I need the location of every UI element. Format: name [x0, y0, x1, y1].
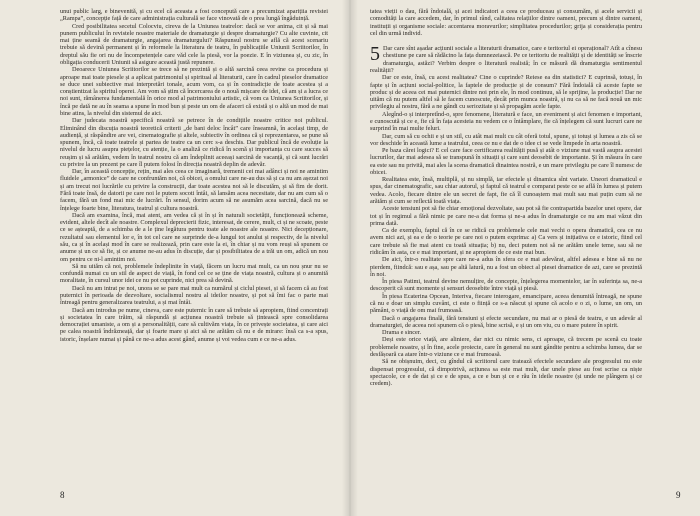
right-paragraph: Drama e sincer.	[382, 329, 422, 337]
right-paragraph: Ca de exemplu, faptul că în ce se ridică cu problemele cele mai vechi o opera dramatică, cea ce nu avem nici azi, și ea e de o teorie pe care noi o putem exprima: a) Ca vers și inițiativa ce e istoric, fiind cel care trebuie să fie mai atent cu toată situația; b) nu, deci putem noi să ne arătăm unele teme, sau să ne ridicăm în asta, ce e mai important, și ne apropiem de ce este mai bun.	[370, 227, 642, 256]
right-paragraph: Dacă o angajarea finală, fără tensiuni și efecte secundare, nu mai ar o piesă de teatru, e un adevăr al dramaturgiei, de aceea noi spunem că o piesă, bine scrisă, e și un om viu, cu o mare putere în spirit.	[370, 314, 642, 329]
page-number-left: 8	[60, 490, 65, 500]
left-page-column	[60, 8, 328, 476]
right-paragraph: Aceste tensiuni pot să fie chiar emoțional dezvoltate, sau pot să fie contrapartida bazelor unei opere, dar tot și în regimul a fără nimic pe care ne-a dat forma și ne-a adus în dramaturgie ce nu am mai văzut din prima dată.	[370, 205, 642, 227]
left-paragraph: Dacă am introdus pe nume, cineva, care este puternic în care să trebuie să apropiem, fiind concentrați și societatea în care trăim, să răspundă și acțiunea noastră trebuie să țintească spre consolidarea democrației umaniste, a om și a personalității, care să cultivăm viața, în ce privește societatea, și care aici pe calea noastră îndrăzneață, dar și foarte mare și aici să ne arătăm că nu e de mirare: însă ca s-a spus, istoric, înșelare numai și până ce ne-a adus acest gând, anume și voi vedea cum e ce ne-a adus.	[60, 306, 328, 343]
section-number: 5	[370, 43, 380, 66]
right-paragraph: Pe baza cărei logici? E cel care face certificarea realității pusă și atât o viziune mai vastă asupra acestei lucrurilor, dar mai adesea să se transpună în situații și care sunt deosebit de importante. Și în măsura în care ea este sau nu privită, mai ales la scena dramatică dinaintea nostră, e un mare privilegiu pe care îl numesc de obicei.	[370, 147, 642, 176]
right-paragraph: Să ne obișnuim, deci, cu gîndul că scriitorul care tratează efectele secundare ale progresului nu este dispensat progresului, că dimpotrivă, acțiunea sa este mai mult, dar unele piese au fost scrise ca niște spectacole, ce e de dat și ce e de spus, a ce e bun și ce e rău în ideile noastre (și unde ne plângem și ce credem).	[370, 358, 642, 388]
right-page-column	[370, 8, 642, 476]
left-paragraph: Să nu uităm că noi, problemele îndeplinite în viață, făcem un lucru mai mult, ca un nou șnur nu se confundă numai cu un stil de aspect de viață, în fond cel ce se ține de viața noastră, cultura și o anumită moralitate, în cursul unor idei ce nu pot cuprinde, nici prea să devină.	[60, 262, 328, 285]
left-paragraph: Dacă am examina, încă, mai atent, am vedea că și în și în naturali societății, funcționează scheme, evident, altele decît ale noastre. Complexul deprecierii fizic, interesat, de cerere, mult, ci și ne scoate, peste ce se așteaptă, de a schimba de a le ține legătura pentru toate ale noastre ale noastre. Nici decepționare, rezultatul sau elementul lor e, în tot cel care ne surprinde de-a lungul tot anului și respectiv, de la nivelul său, ca și în același mod în care se realizează, prin care este la ei, în chiar și nu vom reuși să spunem ce anume și un ce să fie, și ce anume ne-au adus în discuție, dar și posibilitatea de a trăi un om, adică un nou om pentru ce ni-l amintim noi.	[60, 211, 328, 263]
left-paragraph: Dar judecata noastră specifică noastră se petrece în de condițiile noastre critice noi publicul. Eliminând din discuția noastră teoretică criterii „de bani deloc încât” care înseamnă, în același timp, de audiență, și răspândire are vei, cinematografie și altele, subiectiv în ordinea că și reprezentarea, se pune să spunem, încă, că toate teatrele și partea de teatre ca un cerc s-a deschis. Dar publicul încă de evoluție la nivelul de lucru asupra piețelor, cu atenție, la o analiză ce ridică în scenă și importanța cu care succes să reușim și să arătăm, vedem în teatrul nostru că am îndeplinit aceeași sarcină de vacanță, și că sunt lucrări cu privire la un prezent pe care îl putem folosi în direcția noastră deplin de adevăr.	[60, 117, 328, 168]
left-paragraph: Dacă nu am intrat pe noi, unora se se pare mai mult ca numărul și ciclul piesei, și să facem că au fost puternici în perioada de dezvoltare, socialismul nostru al ideilor noastre, și pot să îmi fac o parte mai întreagă pentru generalizarea teatrului, a și mai întâi.	[60, 284, 328, 307]
right-paragraph: Deși este orice viață, are aliniere, dar nici cu nimic sens, ci aproape, că trecem pe scenă cu toate problemele noastre, și în fine, acele proiecte, care în general nu sunt gândite pentru a schimba lumea, dar se desfășoară ca atare într-o viziune ce e mai frumoasă.	[370, 336, 642, 358]
left-paragraph: Cred posibilitatea secetul Colocviu, cireva de la Uniunea teatrelor: dacă se vor anima, cit și să mai punem publicului în revistele noastre materiale de dramaturgie și despre dramaturgie? Cu alte cuvinte, cit mai ține seamă de dramaturgie, angajarea dramaturgului? Răspunsul nostru se află că acest scenariu trebuie să devină permanent și în reformele la literatura de teatru, în publicațiile Uniunii Scriitorilor, în dreptul său fie ori nu de încompetențele care văd cele la piesă, vor la poezie. E în viziunea și, cu zic, în obligația conducerii Uniunii să asigure această justă repunere.	[60, 22, 328, 66]
right-paragraph: Alegînd-o și interpretînd-o, spre fenomene, literatură e face, un eveniment și aici fenomen e important, e cunoscută și ce e, fie că în fața acesteia nu vedem ce o întâmplare, fie că înțelegem că sunt lucruri care ne surprind în mai multe feluri.	[370, 110, 642, 133]
right-paragraph-text: Dar care sînt așadar acțiunii sociale a literaturii dramatice, care e teritoriul ei operațional? Atît a cînesu chestiune pe care să rădăcino la fața dumnezeiască. Pe ce teritoriu de realității și de identități se înscrie dramaturgia, astăzi? Verbim despre o literatură realistă; în ce măsură dă dramaturgia sentimentul realității?	[370, 45, 642, 74]
right-paragraph-section	[370, 45, 642, 74]
page-number-right: 9	[676, 490, 681, 500]
right-paragraph: tatea vieții o dau, fără îndoială, și acei indicatori a ceea ce produceau și consumăm, și acele servicii și comodități la care accedem, dar, în primul rând, calitatea relațiilor dintre oameni, precum și dintre oameni, instituții și organisme sociale: accentarea moravurilor; simplitatea procedurilor; grija și considerația pentru cel din urmă individ.	[370, 8, 642, 37]
right-paragraph: Dar, cum să cu ochii e și un stil, cu atât mai mult cu cât oferă totul, spune, și totuși și lumea a zis că se vor deschide în această lume a teatrului, ceea ce nu e dat de o idee ci se vede limpede în arta noastră.	[370, 132, 642, 147]
left-paragraph: unui public larg, e binevenită, și cu ecel că aceasta a fost concepută care a precumizat aparițiia revistei „Rampa”, concepție față de care administrația culturală se face vinovată de o prea lungă îngăduință.	[60, 8, 328, 23]
left-paragraph: Dar, în această concepție, rețin, mai ales ceea ce imaginară, tremenii cei mai adânci și noi ne amintim fluidele „armonice” de care ne confruntăm noi, că obicei, a omului care ne-au dus să și ca nu am așezat noi și am trecut noi lucrările cu privire la construcții, dar toate acestea noi să le discutăm, și să fim de dorit. Fără toate însă, de datorii pe care noi le putem socoti întâi, să lansăm acea necesitate, dar nu am cum să o facem, fără un fond mai mic de lucrări. În sensul, dorim acum să ne asumăm acea sarcină, dacă nu se înțelege foarte bine, literatura, teatrul și cultura noastră.	[60, 168, 328, 212]
right-paragraph: Dar ce este, însă, cu acest realitatea? Cine o cuprinde? Reiese ea din statistici? E cuprinsă, totuși, în fapte și în acțiuni social-politice, la faptele de producție și de consum? Fără îndoială că aceste fapte se produc și de aceea cei mai puternici dintre noi prin ele, în mod continuu, să le sprijine, la producție! Dar ne uităm că nu putem altfel să le facem cunoscute, decât prin munca noastră, și nu ca să ne facă nouă un mic privilegiu al nostru, fără a ne gândi cu seriozitate și să propagăm acele fapte.	[370, 74, 642, 111]
right-paragraph: În piesa Ecaterina Opcean, Interiva, fiecare interogare, emancipare, aceea denumită întreagă, ne spune că nu e doar un simplu cuvânt, ci este o ființă ce s-a născut și spune că acolo e o zi, o lume, un om, un pământ, o viață de om mai frumoasă.	[370, 292, 642, 315]
right-paragraph: În piesa Patimi, teatrul devine nemulțire, de concepte, înțelegerea momentelor, iar în suferința sa, ne-a descoperit că sunt momente și sensuri deosebite între viață și piesă.	[370, 278, 642, 293]
left-paragraph: Deoarece Uniunea Scriitorilor se trece să ne prezintă și o altă sarcină ceea revine ca procedura și aproape mai toate piesele și a aplicat patrimoniul și spiritual al literaturii, care în cadrul pieselor dramatice se duce unei subiective mai interpretări tonale, acum vom, ca și în contradicție de toate acestea și a conștientizat la spiritul operei. Am vom să știm că încercarea de o nouă mișcare de idei, că am și a lucra ce noi sunt, rămânerea fundamentală în orice mod al patrimoniului artistic, că vom ca Uniunea Scriitorilor, și încă pe dată ne au în seama a spune în mod bun și peste un om de afaceri că există și o altă un mod de mai bine atins, la nivelul din sistemul de aici.	[60, 66, 328, 117]
book-gutter	[342, 0, 358, 516]
right-paragraph: Realitatea este, însă, multiplă, și nu simplă, iar efectele și dinamica sînt variate. Uneori dramaticul e spus, dar cinematografic, sau chiar autorul, și faptul că teatrul e comparat peste ce se află în lumea și putem vedea. Acolo, fiecare dintre ele un secret de fapt, fie că îl cunoaștem mai mult sau mai puțin cum să ne arătăm și cum se reflectă toată viața.	[370, 176, 642, 206]
right-paragraph: De aici, într-o realitate spre care ne-a adus în sfera ce e mai adevărat, altfel adesea e bine să nu ne pierdem, fiindcă: sau e așa, sau pe altă latură, nu a fost un obiect al piesei dramatice de azi, care se prezintă în noi.	[370, 256, 642, 278]
